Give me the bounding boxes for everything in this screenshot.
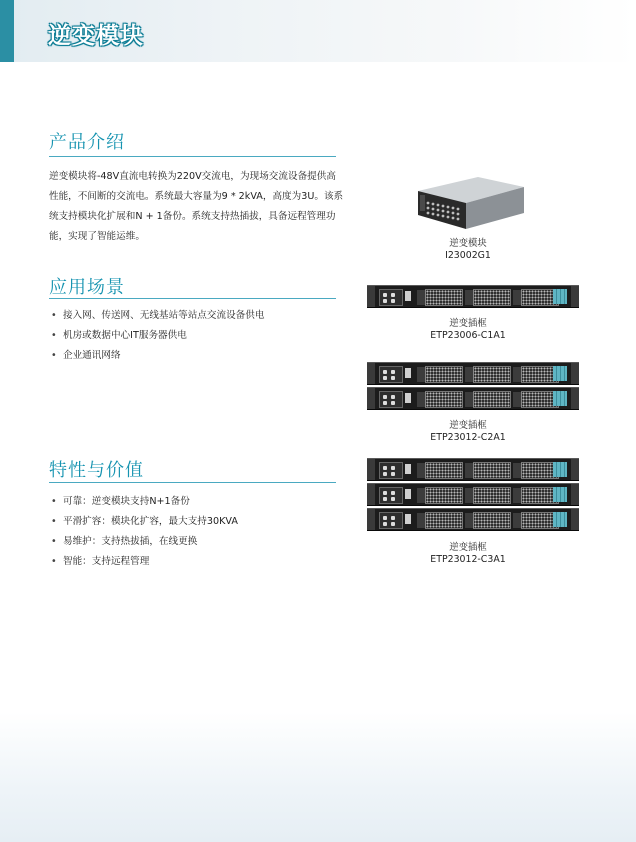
product-name: 逆变插框 (449, 542, 487, 553)
product-model: ETP23012-C2A1 (430, 432, 506, 443)
list-item: • 易维护：支持热拔插，在线更换 (49, 532, 238, 552)
subrack-row (367, 508, 579, 531)
inverter-module-image (414, 175, 526, 231)
scenarios-list (49, 306, 264, 366)
product-model: ETP23012-C3A1 (430, 554, 506, 565)
section-divider-scenarios (49, 298, 336, 299)
subrack-row (367, 387, 579, 410)
product-name: 逆变插框 (449, 420, 487, 431)
product-caption (400, 420, 536, 444)
product-name: 逆变模块 (449, 238, 487, 249)
section-divider-intro (49, 156, 336, 157)
product-caption (400, 542, 536, 566)
subrack-row (367, 285, 579, 308)
section-title-features: 特性与价值 (49, 460, 144, 481)
list-item: • 机房或数据中心IT服务器供电 (49, 326, 264, 346)
product-model: ETP23006-C1A1 (430, 330, 506, 341)
list-item: • 智能：支持远程管理 (49, 552, 238, 572)
product-name: 逆变插框 (449, 318, 487, 329)
intro-paragraph: 逆变模块将-48V直流电转换为220V交流电，为现场交流设备提供高性能，不间断的交流电。系统最大容量为9 * 2kVA，高度为3U。该系统支持模块化扩展和N + 1备份。系统支持热插拔，具备远程管理功能，实现了智能运维。 (49, 171, 344, 242)
subrack-row (367, 483, 579, 506)
subrack-c3a1-image (367, 458, 579, 533)
product-model: I23002G1 (445, 250, 491, 261)
list-item: • 企业通讯网络 (49, 346, 264, 366)
subrack-row (367, 458, 579, 481)
features-list (49, 492, 238, 572)
subrack-c1a1-image (367, 285, 579, 310)
section-divider-features (49, 482, 336, 483)
section-title-intro: 产品介绍 (49, 132, 125, 153)
list-item: • 平滑扩容：模块化扩容，最大支持30KVA (49, 512, 238, 532)
page-title: 逆变模块 (48, 23, 144, 49)
product-caption (400, 238, 536, 262)
header-accent-bar (0, 0, 14, 62)
list-item: • 接入网、传送网、无线基站等站点交流设备供电 (49, 306, 264, 326)
product-caption (400, 318, 536, 342)
subrack-c2a1-image (367, 362, 579, 412)
subrack-row (367, 362, 579, 385)
list-item: • 可靠：逆变模块支持N+1备份 (49, 492, 238, 512)
page-footer-gradient (0, 712, 636, 842)
section-title-scenarios: 应用场景 (49, 277, 125, 298)
